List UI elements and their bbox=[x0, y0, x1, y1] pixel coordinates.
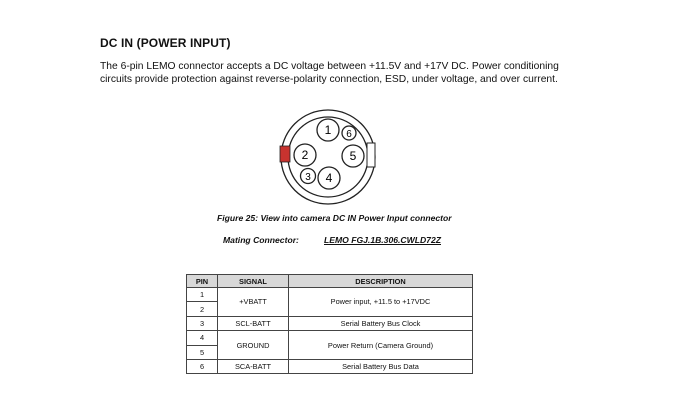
pin-cell: 6 bbox=[187, 359, 218, 373]
pin-2-label: 2 bbox=[301, 148, 309, 162]
pin-4 bbox=[318, 167, 340, 189]
connector-notch bbox=[367, 143, 375, 167]
paragraph-line: circuits provide protection against reverse-polarity connection, ESD, under voltage, and over current. bbox=[100, 73, 558, 85]
pin-cell: 1 bbox=[187, 288, 218, 302]
signal-cell: +VBATT bbox=[218, 288, 289, 317]
description-cell: Serial Battery Bus Data bbox=[289, 359, 473, 373]
pin-cell: 4 bbox=[187, 331, 218, 345]
header-description: DESCRIPTION bbox=[289, 275, 473, 288]
pin-1 bbox=[317, 119, 339, 141]
pin-4-label: 4 bbox=[325, 171, 333, 185]
header-pin: PIN bbox=[187, 275, 218, 288]
description-cell: Power input, +11.5 to +17VDC bbox=[289, 288, 473, 317]
figure-caption: Figure 25: View into camera DC IN Power Input connector bbox=[217, 213, 452, 223]
signal-cell: GROUND bbox=[218, 331, 289, 360]
pin-cell: 5 bbox=[187, 345, 218, 359]
table-row bbox=[187, 288, 473, 302]
signal-cell: SCA-BATT bbox=[218, 359, 289, 373]
signal-cell: SCL-BATT bbox=[218, 316, 289, 330]
table-row bbox=[187, 316, 473, 330]
pin-3-label: 3 bbox=[305, 172, 311, 183]
pin-cell: 2 bbox=[187, 302, 218, 316]
table-row bbox=[187, 359, 473, 373]
lemo-connector-diagram bbox=[270, 108, 390, 208]
description-paragraph bbox=[100, 61, 570, 86]
description-cell: Serial Battery Bus Clock bbox=[289, 316, 473, 330]
pin-1-label: 1 bbox=[324, 123, 332, 137]
pin-5 bbox=[342, 145, 364, 167]
paragraph-line: The 6-pin LEMO connector accepts a DC voltage between +11.5V and +17V DC. Power conditioning bbox=[100, 61, 559, 72]
mating-connector-label: Mating Connector: bbox=[223, 235, 299, 245]
description-cell: Power Return (Camera Ground) bbox=[289, 331, 473, 360]
pin-5-label: 5 bbox=[349, 149, 357, 163]
pin-3 bbox=[301, 169, 316, 184]
mating-connector-part-number: LEMO FGJ.1B.306.CWLD72Z bbox=[324, 235, 441, 245]
pin-2 bbox=[294, 144, 316, 166]
table-header-row bbox=[187, 275, 473, 288]
pin-cell: 3 bbox=[187, 316, 218, 330]
pin-assignment-table bbox=[186, 274, 473, 374]
connector-key-marker bbox=[280, 146, 290, 162]
section-title: DC IN (POWER INPUT) bbox=[100, 36, 231, 50]
table-row bbox=[187, 331, 473, 345]
pin-6-label: 6 bbox=[346, 129, 352, 140]
pin-6 bbox=[342, 126, 356, 140]
header-signal: SIGNAL bbox=[218, 275, 289, 288]
